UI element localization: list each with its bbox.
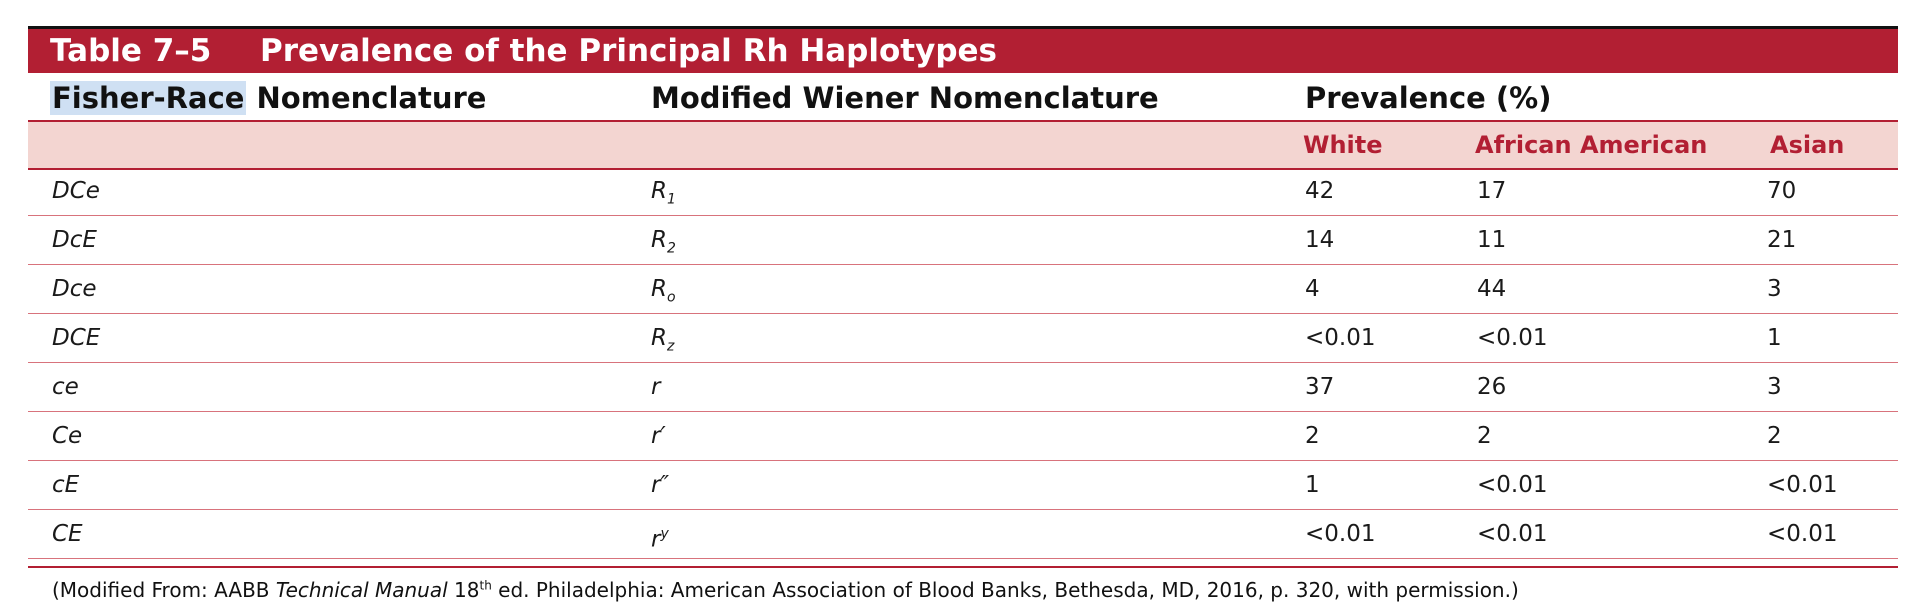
subheader-asian: Asian <box>1770 131 1845 159</box>
cell-african-american: 17 <box>1477 178 1507 204</box>
wiener-symbol: r <box>651 374 661 400</box>
cell-african-american: <0.01 <box>1477 472 1548 498</box>
footnote-mid: 18 <box>447 578 480 602</box>
cell-asian: 2 <box>1767 423 1782 449</box>
wiener-symbol: r <box>651 526 661 553</box>
cell-fisher-race: DCE <box>52 325 101 351</box>
subheader-african-american: African American <box>1475 131 1708 159</box>
selection-highlight: Fisher-Race <box>52 81 245 115</box>
header-fisher-race-rest: Nomenclature <box>246 81 487 115</box>
wiener-symbol: R <box>651 276 667 302</box>
footnote-pre: (Modified From: AABB <box>52 578 276 602</box>
wiener-symbol: R <box>651 227 667 253</box>
cell-white: <0.01 <box>1305 325 1376 351</box>
cell-wiener <box>651 315 674 362</box>
wiener-symbol: R <box>651 325 667 351</box>
cell-asian: <0.01 <box>1767 521 1838 547</box>
footnote-post: ed. Philadelphia: American Association of Blood Banks, Bethesda, MD, 2016, p. 320, with permission.) <box>491 578 1519 602</box>
cell-asian: 70 <box>1767 178 1797 204</box>
cell-fisher-race: DcE <box>52 227 97 253</box>
wiener-subscript: o <box>666 289 676 306</box>
cell-fisher-race: ce <box>52 374 79 400</box>
cell-white: 1 <box>1305 472 1320 498</box>
table-row <box>28 462 1898 510</box>
table-row <box>28 364 1898 412</box>
bottom-rule <box>28 566 1898 568</box>
cell-white: 4 <box>1305 276 1320 302</box>
cell-fisher-race: Dce <box>52 276 97 302</box>
table-title-bar <box>28 29 1898 73</box>
cell-african-american: 44 <box>1477 276 1507 302</box>
cell-african-american: <0.01 <box>1477 521 1548 547</box>
table-row <box>28 413 1898 461</box>
wiener-symbol: r′ <box>651 423 666 449</box>
cell-white: 42 <box>1305 178 1335 204</box>
table-row <box>28 266 1898 314</box>
table-row <box>28 217 1898 265</box>
cell-fisher-race: DCe <box>52 178 100 204</box>
cell-asian: 3 <box>1767 374 1782 400</box>
cell-african-american: 2 <box>1477 423 1492 449</box>
table-row <box>28 511 1898 559</box>
cell-fisher-race: cE <box>52 472 80 498</box>
footnote <box>52 578 1519 602</box>
cell-white: 2 <box>1305 423 1320 449</box>
cell-asian: 21 <box>1767 227 1797 253</box>
cell-african-american: <0.01 <box>1477 325 1548 351</box>
wiener-subscript: 1 <box>666 191 676 208</box>
cell-white: 14 <box>1305 227 1335 253</box>
header-fisher-race <box>52 76 486 120</box>
table-row <box>28 315 1898 363</box>
cell-wiener <box>651 168 676 215</box>
cell-fisher-race: CE <box>52 521 83 547</box>
footnote-italic: Technical Manual <box>275 578 448 602</box>
cell-white: <0.01 <box>1305 521 1376 547</box>
cell-white: 37 <box>1305 374 1335 400</box>
cell-asian: 3 <box>1767 276 1782 302</box>
wiener-symbol: R <box>651 178 667 204</box>
cell-wiener <box>651 217 676 264</box>
cell-wiener <box>651 462 669 509</box>
footnote-sup: th <box>479 578 492 593</box>
table-title: Prevalence of the Principal Rh Haplotypes <box>260 33 997 69</box>
cell-african-american: 26 <box>1477 374 1507 400</box>
cell-wiener <box>651 266 676 313</box>
wiener-subscript: z <box>666 338 675 355</box>
cell-wiener <box>651 364 660 411</box>
wiener-subscript: 2 <box>666 240 676 257</box>
wiener-symbol: r″ <box>651 472 670 498</box>
cell-wiener <box>651 413 666 460</box>
cell-asian: 1 <box>1767 325 1782 351</box>
wiener-superscript: y <box>660 526 669 542</box>
subheader-white: White <box>1303 131 1383 159</box>
table-row <box>28 168 1898 216</box>
cell-fisher-race: Ce <box>52 423 83 449</box>
cell-asian: <0.01 <box>1767 472 1838 498</box>
header-wiener: Modified Wiener Nomenclature <box>651 81 1159 115</box>
header-prevalence: Prevalence (%) <box>1305 81 1552 115</box>
table-number: Table 7–5 <box>50 33 212 69</box>
cell-wiener <box>651 511 669 558</box>
cell-african-american: 11 <box>1477 227 1507 253</box>
